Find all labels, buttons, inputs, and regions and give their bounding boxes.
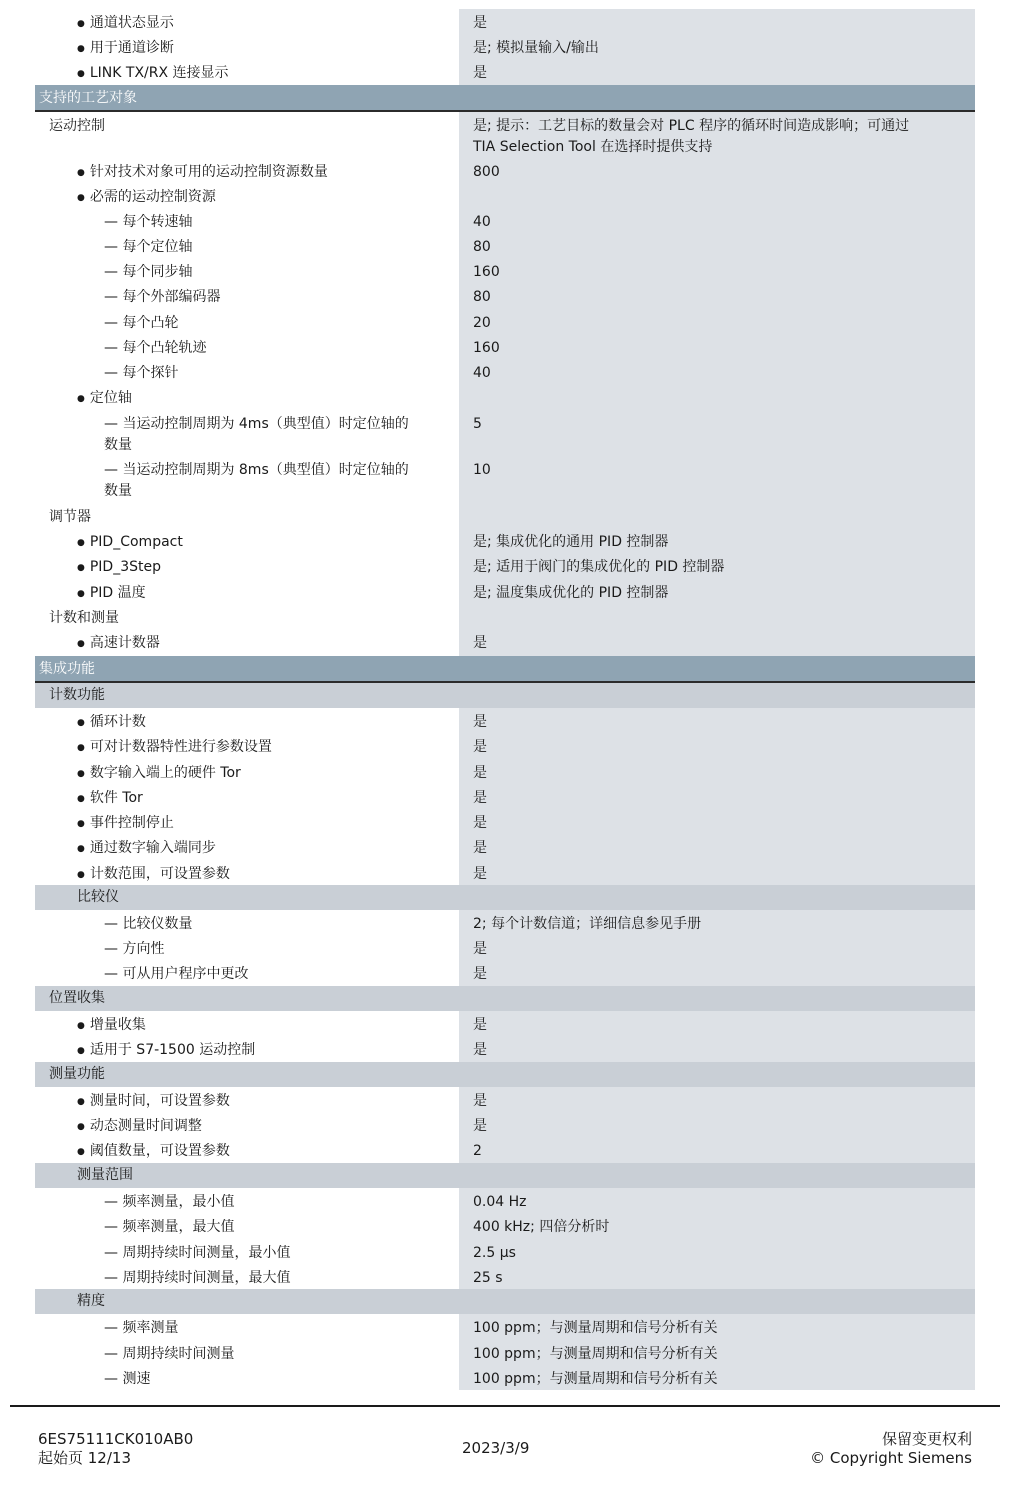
spec-value-line: 160 xyxy=(473,340,500,356)
subsection-header: 精度 xyxy=(35,1289,975,1314)
spec-value-line: 是 xyxy=(473,765,487,781)
spec-row xyxy=(35,1213,975,1239)
spec-value-line: 80 xyxy=(473,239,491,255)
spec-label xyxy=(35,579,459,604)
spec-label xyxy=(35,59,459,85)
spec-value xyxy=(459,809,975,834)
spec-row xyxy=(35,1087,975,1112)
spec-label xyxy=(35,9,459,34)
spec-value-line: 是 xyxy=(473,739,487,755)
spec-label-text: — 频率测量 xyxy=(104,1320,178,1336)
spec-label-text: ● 针对技术对象可用的运动控制资源数量 xyxy=(77,164,328,180)
spec-label xyxy=(35,708,459,733)
spec-value-line: 是; 集成优化的通用 PID 控制器 xyxy=(473,534,669,550)
spec-label-text: — 周期持续时间测量，最小值 xyxy=(104,1245,290,1261)
spec-label-text: ● LINK TX/RX 连接显示 xyxy=(77,65,229,81)
spec-value xyxy=(459,503,975,528)
spec-value xyxy=(459,935,975,960)
spec-row xyxy=(35,1011,975,1036)
spec-value xyxy=(459,183,975,208)
spec-value xyxy=(459,784,975,809)
spec-value xyxy=(459,456,975,503)
spec-row xyxy=(35,309,975,334)
spec-value xyxy=(459,158,975,183)
spec-label xyxy=(35,1112,459,1137)
spec-value xyxy=(459,59,975,85)
spec-value xyxy=(459,112,975,158)
spec-row xyxy=(35,528,975,553)
spec-row xyxy=(35,456,975,503)
spec-value xyxy=(459,1011,975,1036)
spec-label xyxy=(35,233,459,258)
spec-value xyxy=(459,834,975,860)
spec-value-line: 25 s xyxy=(473,1270,503,1286)
spec-value-line: 是 xyxy=(473,1042,487,1058)
spec-label xyxy=(35,34,459,59)
spec-value xyxy=(459,528,975,553)
footer-right xyxy=(810,1430,972,1468)
spec-label-text: ● PID_3Step xyxy=(77,559,161,575)
spec-value xyxy=(459,1340,975,1365)
spec-label-text: ● 计数范围，可设置参数 xyxy=(77,866,230,882)
spec-label-text: ● 必需的运动控制资源 xyxy=(77,189,216,205)
spec-label-text: ● PID 温度 xyxy=(77,585,146,601)
spec-label-text: ● 数字输入端上的硬件 Tor xyxy=(77,765,241,781)
spec-label xyxy=(35,528,459,553)
spec-value-line: 10 xyxy=(473,462,491,478)
spec-label-text: ● 测量时间，可设置参数 xyxy=(77,1093,230,1109)
spec-row xyxy=(35,553,975,579)
spec-value-line: TIA Selection Tool 在选择时提供支持 xyxy=(473,139,713,155)
spec-value-line: 是 xyxy=(473,866,487,882)
spec-label-text: ● PID_Compact xyxy=(77,534,183,550)
spec-row xyxy=(35,860,975,885)
spec-label xyxy=(35,183,459,208)
spec-label-text: ● 适用于 S7-1500 运动控制 xyxy=(77,1042,255,1058)
spec-label xyxy=(35,809,459,834)
spec-label xyxy=(35,158,459,183)
spec-value xyxy=(459,629,975,656)
subsection-header: 位置收集 xyxy=(35,986,975,1011)
spec-value xyxy=(459,759,975,784)
spec-value-line: 40 xyxy=(473,214,491,230)
footer-date: 2023/3/9 xyxy=(462,1439,530,1457)
spec-label xyxy=(35,604,459,629)
spec-value xyxy=(459,283,975,309)
spec-value-line: 是 xyxy=(473,65,487,81)
spec-row xyxy=(35,910,975,935)
spec-row xyxy=(35,1314,975,1340)
section-header: 集成功能 xyxy=(35,656,975,683)
spec-label xyxy=(35,1011,459,1036)
spec-value-line: 是; 温度集成优化的 PID 控制器 xyxy=(473,585,669,601)
spec-label xyxy=(35,112,459,158)
spec-value-line: 20 xyxy=(473,315,491,331)
spec-value-line: 是 xyxy=(473,1017,487,1033)
spec-value xyxy=(459,1365,975,1390)
spec-value-line: 0.04 Hz xyxy=(473,1194,527,1210)
spec-value-line: 2; 每个计数信道；详细信息参见手册 xyxy=(473,916,702,932)
spec-value xyxy=(459,604,975,629)
subsection-header: 测量范围 xyxy=(35,1163,975,1188)
spec-label-text: — 当运动控制周期为 4ms（典型值）时定位轴的 xyxy=(104,416,409,432)
spec-label xyxy=(35,1087,459,1112)
spec-label-text: ● 可对计数器特性进行参数设置 xyxy=(77,739,272,755)
spec-value xyxy=(459,960,975,986)
spec-row xyxy=(35,158,975,183)
spec-value-line: 2 xyxy=(473,1143,482,1159)
spec-label-text: — 每个定位轴 xyxy=(104,239,192,255)
spec-value-line: 是; 提示：工艺目标的数量会对 PLC 程序的循环时间造成影响；可通过 xyxy=(473,118,910,134)
spec-label-text: ● 增量收集 xyxy=(77,1017,146,1033)
spec-label-text: — 测速 xyxy=(104,1371,150,1387)
spec-label xyxy=(35,759,459,784)
spec-label-text: ● 定位轴 xyxy=(77,390,132,406)
spec-value-line: 是; 模拟量输入/输出 xyxy=(473,40,599,56)
spec-row xyxy=(35,1036,975,1062)
spec-value xyxy=(459,1112,975,1137)
copyright-notice: © Copyright Siemens xyxy=(810,1449,972,1467)
spec-label-text: — 每个外部编码器 xyxy=(104,289,220,305)
spec-label xyxy=(35,1264,459,1289)
spec-value-line: 40 xyxy=(473,365,491,381)
spec-value-line: 100 ppm；与测量周期和信号分析有关 xyxy=(473,1320,718,1336)
spec-value xyxy=(459,384,975,410)
spec-value xyxy=(459,309,975,334)
spec-value xyxy=(459,860,975,885)
spec-label-text: — 频率测量，最小值 xyxy=(104,1194,234,1210)
spec-value xyxy=(459,258,975,283)
section-header: 支持的工艺对象 xyxy=(35,85,975,112)
spec-label xyxy=(35,1036,459,1062)
spec-label-text: ● 软件 Tor xyxy=(77,790,143,806)
spec-row xyxy=(35,733,975,759)
spec-row xyxy=(35,784,975,809)
spec-value xyxy=(459,910,975,935)
spec-label xyxy=(35,1340,459,1365)
spec-label-text: 运动控制 xyxy=(49,118,105,134)
spec-row xyxy=(35,1340,975,1365)
spec-label-text: ● 高速计数器 xyxy=(77,635,160,651)
spec-label-text: ● 用于通道诊断 xyxy=(77,40,174,56)
spec-label-text: — 比较仪数量 xyxy=(104,916,192,932)
spec-value-line: 是 xyxy=(473,1118,487,1134)
spec-row xyxy=(35,1264,975,1289)
spec-value xyxy=(459,9,975,34)
subsection-header: 测量功能 xyxy=(35,1062,975,1087)
spec-label-continuation: 数量 xyxy=(104,483,132,499)
spec-value xyxy=(459,334,975,359)
spec-label-text: — 每个同步轴 xyxy=(104,264,192,280)
spec-value xyxy=(459,1087,975,1112)
spec-value xyxy=(459,1137,975,1163)
spec-value-line: 160 xyxy=(473,264,500,280)
spec-value-line: 100 ppm；与测量周期和信号分析有关 xyxy=(473,1371,718,1387)
spec-value xyxy=(459,1239,975,1264)
subsection-header: 比较仪 xyxy=(35,885,975,910)
spec-value-line: 5 xyxy=(473,416,482,432)
spec-row xyxy=(35,1137,975,1163)
spec-label-text: — 每个凸轮 xyxy=(104,315,178,331)
spec-value xyxy=(459,410,975,456)
spec-value-line: 是 xyxy=(473,635,487,651)
spec-label-text: ● 事件控制停止 xyxy=(77,815,174,831)
spec-value xyxy=(459,359,975,384)
spec-label xyxy=(35,384,459,410)
spec-value-line: 是 xyxy=(473,966,487,982)
spec-row xyxy=(35,708,975,733)
spec-label xyxy=(35,1314,459,1340)
spec-row xyxy=(35,384,975,410)
spec-label-text: 调节器 xyxy=(49,509,91,525)
spec-label xyxy=(35,359,459,384)
spec-value-line: 是 xyxy=(473,790,487,806)
spec-label xyxy=(35,784,459,809)
spec-value-line: 是 xyxy=(473,840,487,856)
spec-row xyxy=(35,410,975,456)
spec-value xyxy=(459,579,975,604)
rights-notice: 保留变更权利 xyxy=(881,1430,972,1448)
spec-value-line: 是 xyxy=(473,714,487,730)
spec-label xyxy=(35,1213,459,1239)
spec-row xyxy=(35,960,975,986)
spec-label-text: 计数和测量 xyxy=(49,610,119,626)
spec-label xyxy=(35,1188,459,1213)
spec-value-line: 400 kHz; 四倍分析时 xyxy=(473,1219,610,1235)
spec-value-line: 2.5 μs xyxy=(473,1245,516,1261)
spec-value xyxy=(459,553,975,579)
spec-row xyxy=(35,1365,975,1390)
spec-label xyxy=(35,410,459,456)
spec-label-text: ● 通道状态显示 xyxy=(77,15,174,31)
spec-label-text: — 每个凸轮轨迹 xyxy=(104,340,206,356)
spec-label-text: — 频率测量，最大值 xyxy=(104,1219,234,1235)
spec-row xyxy=(35,759,975,784)
spec-row xyxy=(35,59,975,85)
spec-value-line: 是 xyxy=(473,941,487,957)
spec-label xyxy=(35,629,459,656)
footer-divider xyxy=(10,1405,1000,1407)
spec-label-text: — 周期持续时间测量 xyxy=(104,1346,234,1362)
spec-label xyxy=(35,309,459,334)
spec-label xyxy=(35,960,459,986)
spec-value xyxy=(459,1213,975,1239)
spec-row xyxy=(35,1188,975,1213)
spec-value-line: 是 xyxy=(473,15,487,31)
spec-row xyxy=(35,1112,975,1137)
spec-label-text: — 周期持续时间测量，最大值 xyxy=(104,1270,290,1286)
spec-row xyxy=(35,283,975,309)
spec-label-text: ● 循环计数 xyxy=(77,714,146,730)
spec-value-line: 800 xyxy=(473,164,500,180)
spec-row xyxy=(35,629,975,656)
spec-row xyxy=(35,359,975,384)
spec-label-text: ● 阈值数量，可设置参数 xyxy=(77,1143,230,1159)
spec-table xyxy=(35,9,975,1390)
spec-label xyxy=(35,503,459,528)
subsection-header: 计数功能 xyxy=(35,683,975,708)
spec-label-continuation: 数量 xyxy=(104,437,132,453)
spec-value xyxy=(459,1314,975,1340)
spec-label xyxy=(35,733,459,759)
spec-label xyxy=(35,334,459,359)
spec-row xyxy=(35,503,975,528)
spec-row xyxy=(35,604,975,629)
spec-row xyxy=(35,233,975,258)
spec-value-line: 是; 适用于阀门的集成优化的 PID 控制器 xyxy=(473,559,725,575)
spec-value xyxy=(459,208,975,233)
spec-value-line: 是 xyxy=(473,1093,487,1109)
spec-label xyxy=(35,1239,459,1264)
spec-row xyxy=(35,809,975,834)
spec-label xyxy=(35,208,459,233)
page-indicator: 起始页 12/13 xyxy=(38,1449,131,1467)
spec-value-line: 80 xyxy=(473,289,491,305)
spec-label xyxy=(35,860,459,885)
footer-left xyxy=(38,1430,193,1468)
spec-row xyxy=(35,183,975,208)
spec-row xyxy=(35,935,975,960)
spec-value xyxy=(459,34,975,59)
spec-label-text: ● 通过数字输入端同步 xyxy=(77,840,216,856)
spec-label xyxy=(35,1137,459,1163)
spec-label xyxy=(35,935,459,960)
order-number: 6ES75111CK010AB0 xyxy=(38,1430,194,1448)
spec-label-text: — 每个探针 xyxy=(104,365,178,381)
spec-label xyxy=(35,834,459,860)
spec-row xyxy=(35,208,975,233)
spec-row xyxy=(35,9,975,34)
spec-row xyxy=(35,579,975,604)
spec-value xyxy=(459,1188,975,1213)
spec-row xyxy=(35,258,975,283)
spec-value xyxy=(459,1264,975,1289)
spec-label xyxy=(35,258,459,283)
spec-row xyxy=(35,1239,975,1264)
spec-label-text: — 每个转速轴 xyxy=(104,214,192,230)
spec-value-line: 100 ppm；与测量周期和信号分析有关 xyxy=(473,1346,718,1362)
spec-value xyxy=(459,233,975,258)
spec-label-text: — 当运动控制周期为 8ms（典型值）时定位轴的 xyxy=(104,462,409,478)
spec-row xyxy=(35,334,975,359)
spec-label-text: ● 动态测量时间调整 xyxy=(77,1118,202,1134)
spec-value-line: 是 xyxy=(473,815,487,831)
spec-label-text: — 方向性 xyxy=(104,941,164,957)
spec-label xyxy=(35,456,459,503)
spec-label xyxy=(35,553,459,579)
spec-row xyxy=(35,34,975,59)
spec-label xyxy=(35,910,459,935)
spec-value xyxy=(459,733,975,759)
spec-row xyxy=(35,112,975,158)
spec-row xyxy=(35,834,975,860)
spec-label xyxy=(35,283,459,309)
spec-label xyxy=(35,1365,459,1390)
spec-label-text: — 可从用户程序中更改 xyxy=(104,966,248,982)
spec-value xyxy=(459,1036,975,1062)
spec-value xyxy=(459,708,975,733)
